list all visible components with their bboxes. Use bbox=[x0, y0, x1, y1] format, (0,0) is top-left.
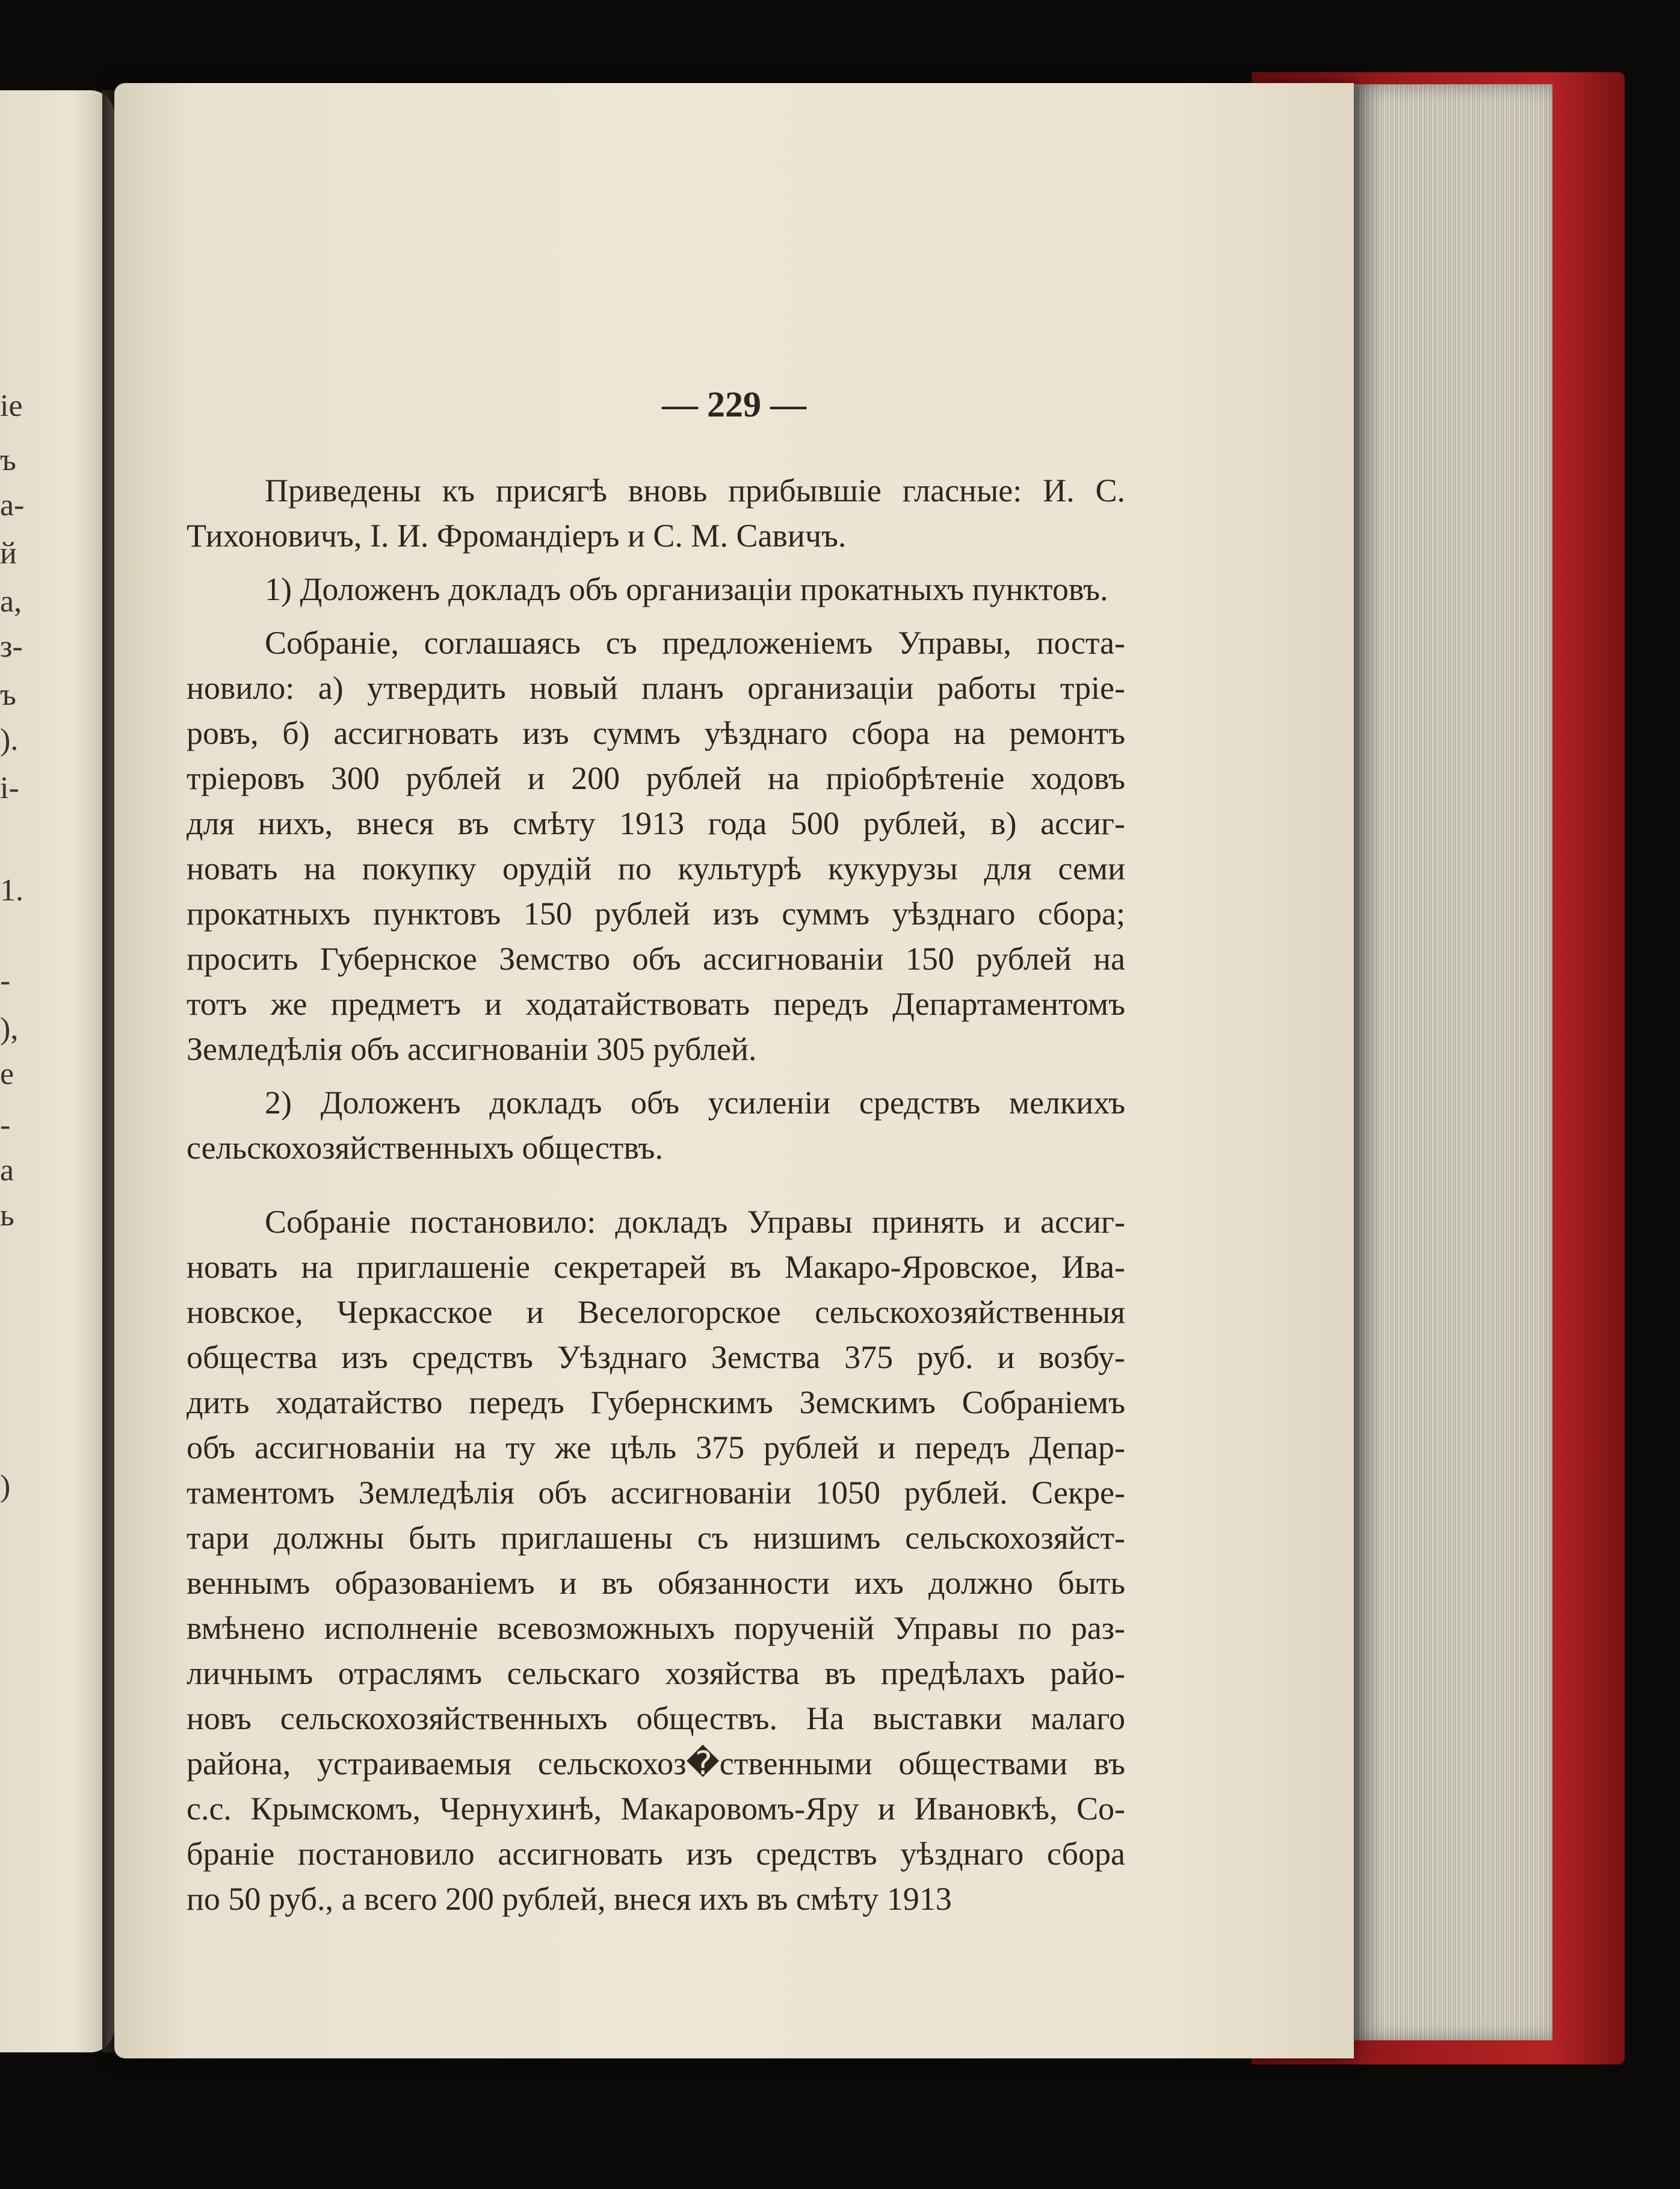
text-line: дить ходатайство передъ Губернскимъ Земскимъ Собраніемъ bbox=[187, 1384, 1125, 1420]
text-line: новъ сельскохозяйственныхъ обществъ. На выставки малаго bbox=[187, 1700, 1125, 1736]
text-line: таментомъ Земледѣлія объ ассигнованіи 1050 рублей. Секре- bbox=[187, 1475, 1125, 1511]
left-page-fragment: е bbox=[0, 1057, 14, 1091]
text-line: новать на приглашеніе секретарей въ Макаро-Яровское, Ива- bbox=[187, 1249, 1125, 1285]
text-line: новское, Черкасское и Веселогорское сельскохозяйственныя bbox=[187, 1294, 1125, 1330]
text-line: Тихоновичъ, І. И. Фромандіеръ и С. М. Савичъ. bbox=[187, 518, 847, 554]
paragraph-item1 bbox=[187, 567, 1125, 612]
previous-page bbox=[0, 90, 114, 2052]
text-line: Приведены къ присягѣ вновь прибывшіе гласные: И. С. bbox=[265, 472, 1125, 509]
left-page-fragment: ь bbox=[0, 1198, 14, 1233]
paragraph-item2 bbox=[187, 1080, 1125, 1171]
text-line: личнымъ отраслямъ сельскаго хозяйства въ предѣлахъ райо- bbox=[187, 1655, 1125, 1691]
paragraph-oath bbox=[187, 468, 1125, 559]
left-page-fragment: іе bbox=[0, 389, 23, 423]
text-line: прокатныхъ пунктовъ 150 рублей изъ суммъ уѣзднаго сбора; bbox=[187, 896, 1125, 932]
paragraph-item2-resolution bbox=[187, 1200, 1125, 1922]
text-line: 1) Доложенъ докладъ объ организаціи прокатныхъ пунктовъ. bbox=[265, 571, 1108, 607]
left-page-fragment: - bbox=[0, 964, 11, 998]
left-page-fragment: 1. bbox=[0, 873, 23, 908]
page-229 bbox=[114, 83, 1354, 2058]
text-line: вмѣнено исполненіе всевозможныхъ порученій Управы по раз- bbox=[187, 1610, 1125, 1646]
left-page-fragment: і- bbox=[0, 771, 19, 805]
text-line: новило: а) утвердить новый планъ организаціи работы тріе- bbox=[187, 670, 1125, 706]
text-line: веннымъ образованіемъ и въ обязанности ихъ должно быть bbox=[187, 1565, 1125, 1601]
left-page-fragment: й bbox=[0, 536, 17, 571]
text-line: тріеровъ 300 рублей и 200 рублей на пріобрѣтеніе ходовъ bbox=[187, 760, 1125, 796]
page-number: — 229 — bbox=[662, 385, 806, 424]
text-line: сельскохозяйственныхъ обществъ. bbox=[187, 1130, 663, 1166]
left-page-fragment: а bbox=[0, 1153, 14, 1187]
left-page-fragment: ), bbox=[0, 1012, 19, 1046]
text-line: по 50 руб., а всего 200 рублей, внеся ихъ въ смѣту 1913 bbox=[187, 1881, 952, 1917]
text-line: объ ассигнованіи на ту же цѣль 375 рублей и передъ Депар- bbox=[187, 1429, 1125, 1466]
left-page-fragment: ) bbox=[0, 1469, 11, 1503]
text-line: с.с. Крымскомъ, Чернухинѣ, Макаровомъ-Яру и Ивановкѣ, Со- bbox=[187, 1791, 1125, 1827]
text-line: тари должны быть приглашены съ низшимъ сельскохозяйст- bbox=[187, 1520, 1125, 1556]
paragraph-item1-resolution bbox=[187, 621, 1125, 1072]
text-line: браніе постановило ассигновать изъ средствъ уѣзднаго сбора bbox=[187, 1836, 1125, 1872]
left-page-fragment: ъ bbox=[0, 678, 16, 712]
text-line: Земледѣлія объ ассигнованіи 305 рублей. bbox=[187, 1031, 757, 1067]
left-page-fragment: ). bbox=[0, 723, 19, 757]
text-line: общества изъ средствъ Уѣзднаго Земства 375 руб. и возбу- bbox=[187, 1339, 1125, 1375]
left-page-fragment: а, bbox=[0, 584, 22, 619]
text-line: просить Губернское Земство объ ассигнованіи 150 рублей на bbox=[187, 941, 1125, 977]
page-body bbox=[187, 468, 1125, 1930]
left-page-fragment: ъ bbox=[0, 443, 16, 477]
text-line: района, устраиваемыя сельскохоз�ственными обществами въ bbox=[187, 1745, 1125, 1782]
text-line: новать на покупку орудій по культурѣ кукурузы для семи bbox=[187, 850, 1125, 887]
text-line: ровъ, б) ассигновать изъ суммъ уѣзднаго сбора на ремонтъ bbox=[187, 715, 1125, 751]
left-page-fragment: з- bbox=[0, 630, 23, 664]
text-line: Собраніе постановило: докладъ Управы принять и ассиг- bbox=[265, 1204, 1125, 1240]
text-line: Собраніе, соглашаясь съ предложеніемъ Управы, поста- bbox=[265, 625, 1125, 661]
left-page-fragment: - bbox=[0, 1108, 11, 1142]
text-line: для нихъ, внеся въ смѣту 1913 года 500 рублей, в) ассиг- bbox=[187, 805, 1125, 841]
left-page-fragment: а- bbox=[0, 488, 25, 522]
text-line: тотъ же предметъ и ходатайствовать передъ Департаментомъ bbox=[187, 986, 1125, 1022]
text-line: 2) Доложенъ докладъ объ усиленіи средствъ мелкихъ bbox=[265, 1085, 1125, 1121]
